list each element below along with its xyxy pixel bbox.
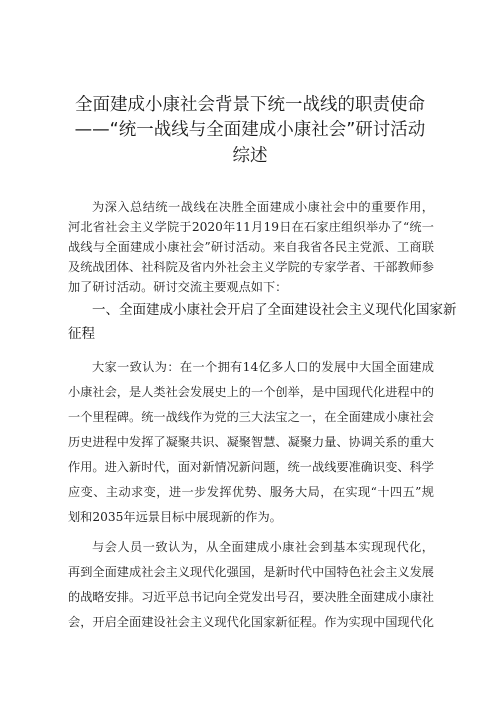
section-1-heading-line-2: 征程 — [68, 326, 95, 342]
section-1-para-1-line-6: 应变、主动求变，进一步发挥优势、服务大局，在实现“十四五”规 — [68, 485, 434, 499]
section-1-heading-line-1: 一、全面建成小康社会开启了全面建设社会主义现代化国家新 — [92, 302, 457, 318]
document-title-line-1: 全面建成小康社会背景下统一战线的职责使命 — [75, 95, 425, 115]
section-1-para-1-line-3: 一个里程碑。统一战线作为党的三大法宝之一，在全面建成小康社会 — [68, 410, 434, 424]
section-1-para-1-line-2: 小康社会，是人类社会发展史上的一个创举，是中国现代化进程中的 — [68, 385, 434, 399]
section-1-para-1-line-5: 作用。进入新时代，面对新情况新问题，统一战线要准确识变、科学 — [68, 460, 434, 474]
document-title-line-2: ——“统一战线与全面建成小康社会”研讨活动 — [74, 120, 426, 140]
intro-line-2: 河北省社会主义学院于2020年11月19日在石家庄组织举办了“统一 — [68, 220, 434, 234]
section-1-para-2-line-2: 再到全面建成社会主义现代化强国，是新时代中国特色社会主义发展 — [68, 565, 434, 579]
section-1-para-1-line-1: 大家一致认为：在一个拥有14亿多人口的发展中大国全面建成 — [92, 360, 434, 374]
section-1-para-2-line-1: 与会人员一致认为，从全面建成小康社会到基本实现现代化， — [92, 540, 434, 554]
intro-line-3: 战线与全面建成小康社会”研讨活动。来自我省各民主党派、工商联 — [68, 240, 434, 254]
document-title-line-3: 综述 — [232, 146, 268, 166]
intro-line-4: 及统战团体、社科院及省内外社会主义学院的专家学者、干部教师参 — [68, 260, 434, 274]
intro-line-1: 为深入总结统一战线在决胜全面建成小康社会中的重要作用， — [92, 200, 434, 214]
section-1-para-2-line-3: 的战略安排。习近平总书记向全党发出号召，要决胜全面建成小康社 — [68, 590, 434, 604]
intro-line-5: 加了研讨活动。研讨交流主要观点如下： — [68, 280, 288, 294]
section-1-para-1-line-7: 划和2035年远景目标中展现新的作为。 — [68, 510, 282, 524]
section-1-para-2-line-4: 会，开启全面建设社会主义现代化国家新征程。作为实现中国现代化 — [68, 615, 434, 629]
section-1-para-1-line-4: 历史进程中发挥了凝聚共识、凝聚智慧、凝聚力量、协调关系的重大 — [68, 435, 434, 449]
